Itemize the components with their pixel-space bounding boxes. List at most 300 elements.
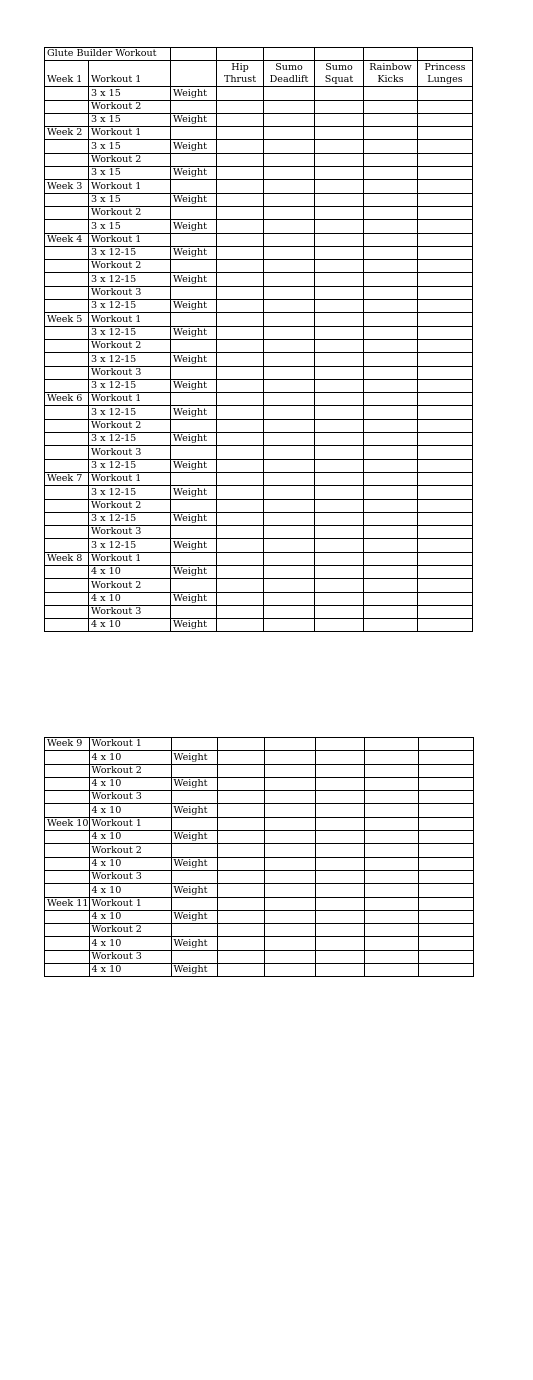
weight-entry-cell[interactable] (364, 565, 418, 578)
entry-cell[interactable] (315, 924, 364, 937)
weight-entry-cell[interactable] (315, 486, 364, 499)
weight-entry-cell[interactable] (315, 113, 364, 126)
weight-entry-cell[interactable] (364, 459, 418, 472)
weight-entry-cell[interactable] (217, 539, 264, 552)
weight-entry-cell[interactable] (418, 433, 473, 446)
weight-entry-cell[interactable] (264, 113, 315, 126)
weight-entry-cell[interactable] (315, 804, 364, 817)
entry-cell[interactable] (217, 764, 264, 777)
weight-entry-cell[interactable] (364, 777, 418, 790)
entry-cell[interactable] (264, 791, 315, 804)
weight-entry-cell[interactable] (364, 910, 418, 923)
entry-cell[interactable] (364, 844, 418, 857)
weight-entry-cell[interactable] (217, 964, 264, 977)
entry-cell[interactable] (364, 605, 418, 618)
entry-cell[interactable] (217, 206, 264, 219)
entry-cell[interactable] (418, 552, 473, 565)
entry-cell[interactable] (315, 366, 364, 379)
weight-entry-cell[interactable] (315, 539, 364, 552)
entry-cell[interactable] (418, 924, 473, 937)
entry-cell[interactable] (217, 127, 264, 140)
entry-cell[interactable] (364, 260, 418, 273)
entry-cell[interactable] (217, 180, 264, 193)
weight-entry-cell[interactable] (364, 884, 418, 897)
weight-entry-cell[interactable] (315, 246, 364, 259)
entry-cell[interactable] (217, 393, 264, 406)
weight-entry-cell[interactable] (315, 87, 364, 100)
entry-cell[interactable] (364, 526, 418, 539)
weight-entry-cell[interactable] (264, 565, 315, 578)
entry-cell[interactable] (418, 313, 473, 326)
weight-entry-cell[interactable] (315, 565, 364, 578)
weight-entry-cell[interactable] (364, 246, 418, 259)
entry-cell[interactable] (217, 791, 264, 804)
weight-entry-cell[interactable] (217, 486, 264, 499)
entry-cell[interactable] (364, 897, 418, 910)
weight-entry-cell[interactable] (315, 777, 364, 790)
weight-entry-cell[interactable] (264, 433, 315, 446)
weight-entry-cell[interactable] (217, 804, 264, 817)
entry-cell[interactable] (264, 366, 315, 379)
entry-cell[interactable] (264, 605, 315, 618)
weight-entry-cell[interactable] (364, 326, 418, 339)
entry-cell[interactable] (364, 924, 418, 937)
weight-entry-cell[interactable] (418, 113, 473, 126)
weight-entry-cell[interactable] (418, 193, 473, 206)
weight-entry-cell[interactable] (315, 140, 364, 153)
weight-entry-cell[interactable] (217, 937, 264, 950)
entry-cell[interactable] (315, 153, 364, 166)
entry-cell[interactable] (264, 339, 315, 352)
weight-entry-cell[interactable] (217, 353, 264, 366)
weight-entry-cell[interactable] (418, 884, 473, 897)
entry-cell[interactable] (315, 339, 364, 352)
weight-entry-cell[interactable] (217, 273, 264, 286)
entry-cell[interactable] (418, 950, 473, 963)
entry-cell[interactable] (315, 419, 364, 432)
weight-entry-cell[interactable] (418, 246, 473, 259)
entry-cell[interactable] (217, 844, 264, 857)
weight-entry-cell[interactable] (217, 246, 264, 259)
entry-cell[interactable] (315, 738, 364, 751)
weight-entry-cell[interactable] (418, 459, 473, 472)
entry-cell[interactable] (315, 233, 364, 246)
entry-cell[interactable] (418, 791, 473, 804)
entry-cell[interactable] (264, 499, 315, 512)
weight-entry-cell[interactable] (264, 751, 315, 764)
entry-cell[interactable] (264, 153, 315, 166)
entry-cell[interactable] (264, 206, 315, 219)
weight-entry-cell[interactable] (217, 459, 264, 472)
entry-cell[interactable] (264, 924, 315, 937)
weight-entry-cell[interactable] (264, 831, 315, 844)
entry-cell[interactable] (418, 206, 473, 219)
entry-cell[interactable] (418, 100, 473, 113)
weight-entry-cell[interactable] (364, 167, 418, 180)
weight-entry-cell[interactable] (418, 512, 473, 525)
entry-cell[interactable] (264, 100, 315, 113)
weight-label: Weight (171, 433, 217, 446)
weight-entry-cell[interactable] (364, 193, 418, 206)
weight-entry-cell[interactable] (315, 406, 364, 419)
weight-entry-cell[interactable] (264, 777, 315, 790)
weight-entry-cell[interactable] (364, 379, 418, 392)
entry-cell[interactable] (217, 579, 264, 592)
entry-cell[interactable] (217, 313, 264, 326)
weight-entry-cell[interactable] (418, 300, 473, 313)
entry-cell[interactable] (217, 446, 264, 459)
weight-entry-cell[interactable] (264, 220, 315, 233)
entry-cell[interactable] (315, 286, 364, 299)
weight-entry-cell[interactable] (315, 964, 364, 977)
weight-entry-cell[interactable] (264, 857, 315, 870)
weight-entry-cell[interactable] (264, 459, 315, 472)
weight-entry-cell[interactable] (315, 751, 364, 764)
entry-cell[interactable] (217, 472, 264, 485)
weight-entry-cell[interactable] (264, 326, 315, 339)
entry-cell[interactable] (364, 393, 418, 406)
weight-entry-cell[interactable] (418, 777, 473, 790)
entry-cell[interactable] (315, 844, 364, 857)
weight-entry-cell[interactable] (264, 619, 315, 632)
weight-entry-cell[interactable] (264, 512, 315, 525)
entry-cell[interactable] (364, 446, 418, 459)
entry-cell[interactable] (217, 605, 264, 618)
entry-cell[interactable] (315, 605, 364, 618)
weight-entry-cell[interactable] (217, 113, 264, 126)
weight-entry-cell[interactable] (315, 326, 364, 339)
entry-cell[interactable] (315, 791, 364, 804)
entry-cell[interactable] (315, 579, 364, 592)
weight-entry-cell[interactable] (264, 910, 315, 923)
weight-entry-cell[interactable] (418, 751, 473, 764)
weight-entry-cell[interactable] (264, 167, 315, 180)
entry-cell[interactable] (364, 738, 418, 751)
weight-entry-cell[interactable] (264, 964, 315, 977)
entry-cell[interactable] (315, 499, 364, 512)
weight-entry-cell[interactable] (315, 910, 364, 923)
entry-cell[interactable] (364, 206, 418, 219)
entry-cell[interactable] (217, 286, 264, 299)
weight-entry-cell[interactable] (364, 87, 418, 100)
entry-cell[interactable] (418, 472, 473, 485)
empty-cell (264, 48, 315, 61)
weight-entry-cell[interactable] (315, 619, 364, 632)
entry-cell[interactable] (217, 366, 264, 379)
weight-entry-cell[interactable] (418, 539, 473, 552)
entry-cell[interactable] (264, 419, 315, 432)
entry-cell[interactable] (418, 153, 473, 166)
entry-cell[interactable] (364, 180, 418, 193)
weight-entry-cell[interactable] (264, 539, 315, 552)
weight-entry-cell[interactable] (217, 87, 264, 100)
weight-entry-cell[interactable] (418, 353, 473, 366)
entry-cell[interactable] (315, 127, 364, 140)
weight-entry-cell[interactable] (264, 193, 315, 206)
weight-entry-cell[interactable] (364, 937, 418, 950)
entry-cell[interactable] (315, 100, 364, 113)
entry-cell[interactable] (315, 393, 364, 406)
weight-entry-cell[interactable] (217, 167, 264, 180)
weight-entry-cell[interactable] (217, 140, 264, 153)
weight-entry-cell[interactable] (315, 300, 364, 313)
weight-entry-cell[interactable] (264, 592, 315, 605)
weight-entry-cell[interactable] (264, 273, 315, 286)
weight-entry-cell[interactable] (217, 512, 264, 525)
weight-entry-cell[interactable] (217, 619, 264, 632)
entry-cell[interactable] (315, 897, 364, 910)
weight-entry-cell[interactable] (364, 220, 418, 233)
weight-entry-cell[interactable] (217, 565, 264, 578)
weight-entry-cell[interactable] (217, 910, 264, 923)
weight-entry-cell[interactable] (315, 167, 364, 180)
weight-entry-cell[interactable] (315, 459, 364, 472)
weight-entry-cell[interactable] (364, 857, 418, 870)
entry-cell[interactable] (364, 153, 418, 166)
weight-entry-cell[interactable] (315, 937, 364, 950)
weight-entry-cell[interactable] (364, 113, 418, 126)
entry-cell[interactable] (315, 552, 364, 565)
entry-cell[interactable] (315, 526, 364, 539)
entry-cell[interactable] (315, 260, 364, 273)
entry-cell[interactable] (418, 526, 473, 539)
weight-entry-cell[interactable] (418, 379, 473, 392)
weight-entry-cell[interactable] (264, 300, 315, 313)
entry-cell[interactable] (217, 924, 264, 937)
entry-cell[interactable] (264, 844, 315, 857)
weight-entry-cell[interactable] (217, 433, 264, 446)
weight-entry-cell[interactable] (264, 406, 315, 419)
entry-cell[interactable] (364, 499, 418, 512)
entry-cell[interactable] (264, 817, 315, 830)
entry-cell[interactable] (418, 817, 473, 830)
entry-cell[interactable] (418, 897, 473, 910)
entry-cell[interactable] (315, 870, 364, 883)
entry-cell[interactable] (264, 233, 315, 246)
weight-entry-cell[interactable] (264, 884, 315, 897)
weight-entry-cell[interactable] (418, 592, 473, 605)
weight-entry-cell[interactable] (315, 592, 364, 605)
weight-entry-cell[interactable] (418, 87, 473, 100)
weight-entry-cell[interactable] (418, 406, 473, 419)
weight-entry-cell[interactable] (264, 379, 315, 392)
weight-entry-cell[interactable] (315, 193, 364, 206)
weight-entry-cell[interactable] (217, 831, 264, 844)
entry-cell[interactable] (418, 605, 473, 618)
entry-cell[interactable] (315, 950, 364, 963)
weight-entry-cell[interactable] (364, 619, 418, 632)
weight-entry-cell[interactable] (315, 273, 364, 286)
weight-entry-cell[interactable] (264, 937, 315, 950)
weight-entry-cell[interactable] (217, 592, 264, 605)
entry-cell[interactable] (364, 127, 418, 140)
entry-cell[interactable] (217, 419, 264, 432)
weight-entry-cell[interactable] (364, 353, 418, 366)
entry-cell[interactable] (418, 419, 473, 432)
entry-cell[interactable] (364, 100, 418, 113)
entry-cell[interactable] (364, 339, 418, 352)
entry-cell[interactable] (217, 153, 264, 166)
entry-cell[interactable] (217, 552, 264, 565)
weight-entry-cell[interactable] (418, 964, 473, 977)
entry-cell[interactable] (264, 526, 315, 539)
entry-cell[interactable] (418, 286, 473, 299)
weight-entry-cell[interactable] (264, 246, 315, 259)
entry-cell[interactable] (418, 366, 473, 379)
weight-entry-cell[interactable] (315, 884, 364, 897)
weight-entry-cell[interactable] (315, 512, 364, 525)
entry-cell[interactable] (315, 446, 364, 459)
weight-entry-cell[interactable] (264, 87, 315, 100)
entry-cell[interactable] (217, 499, 264, 512)
entry-cell[interactable] (315, 313, 364, 326)
entry-cell[interactable] (364, 764, 418, 777)
weight-entry-cell[interactable] (418, 486, 473, 499)
entry-cell[interactable] (264, 579, 315, 592)
weight-entry-cell[interactable] (418, 167, 473, 180)
weight-entry-cell[interactable] (364, 751, 418, 764)
entry-cell[interactable] (418, 233, 473, 246)
entry-cell[interactable] (315, 206, 364, 219)
entry-cell[interactable] (217, 526, 264, 539)
entry-cell[interactable] (418, 260, 473, 273)
entry-cell[interactable] (217, 897, 264, 910)
entry-cell[interactable] (217, 738, 264, 751)
entry-cell[interactable] (418, 446, 473, 459)
weight-entry-cell[interactable] (364, 592, 418, 605)
weight-entry-cell[interactable] (315, 831, 364, 844)
weight-entry-cell[interactable] (264, 140, 315, 153)
weight-entry-cell[interactable] (418, 619, 473, 632)
entry-cell[interactable] (364, 950, 418, 963)
entry-cell[interactable] (264, 738, 315, 751)
entry-cell[interactable] (217, 260, 264, 273)
weight-entry-cell[interactable] (315, 220, 364, 233)
entry-cell[interactable] (364, 419, 418, 432)
entry-cell[interactable] (418, 499, 473, 512)
entry-cell[interactable] (364, 870, 418, 883)
weight-entry-cell[interactable] (217, 300, 264, 313)
entry-cell[interactable] (364, 579, 418, 592)
weight-entry-cell[interactable] (217, 751, 264, 764)
weight-entry-cell[interactable] (418, 565, 473, 578)
weight-entry-cell[interactable] (418, 140, 473, 153)
entry-cell[interactable] (264, 552, 315, 565)
entry-cell[interactable] (315, 472, 364, 485)
weight-entry-cell[interactable] (364, 406, 418, 419)
entry-cell[interactable] (264, 180, 315, 193)
weight-entry-cell[interactable] (315, 353, 364, 366)
entry-cell[interactable] (217, 870, 264, 883)
weight-entry-cell[interactable] (418, 910, 473, 923)
entry-cell[interactable] (217, 100, 264, 113)
weight-entry-cell[interactable] (364, 273, 418, 286)
weight-entry-cell[interactable] (217, 884, 264, 897)
entry-cell[interactable] (364, 817, 418, 830)
entry-cell[interactable] (364, 313, 418, 326)
entry-cell[interactable] (217, 817, 264, 830)
entry-cell[interactable] (418, 870, 473, 883)
weight-entry-cell[interactable] (418, 220, 473, 233)
entry-cell[interactable] (264, 127, 315, 140)
weight-entry-cell[interactable] (418, 804, 473, 817)
entry-cell[interactable] (418, 339, 473, 352)
weight-entry-cell[interactable] (217, 379, 264, 392)
entry-cell[interactable] (418, 844, 473, 857)
weight-entry-cell[interactable] (418, 273, 473, 286)
entry-cell[interactable] (364, 791, 418, 804)
entry-cell[interactable] (364, 233, 418, 246)
weight-entry-cell[interactable] (217, 193, 264, 206)
weight-entry-cell[interactable] (364, 512, 418, 525)
weight-entry-cell[interactable] (217, 857, 264, 870)
weight-entry-cell[interactable] (315, 433, 364, 446)
weight-entry-cell[interactable] (364, 300, 418, 313)
entry-cell[interactable] (264, 764, 315, 777)
weight-entry-cell[interactable] (217, 406, 264, 419)
entry-cell[interactable] (418, 180, 473, 193)
entry-cell[interactable] (264, 446, 315, 459)
entry-cell[interactable] (264, 286, 315, 299)
entry-cell[interactable] (264, 260, 315, 273)
entry-cell[interactable] (315, 817, 364, 830)
entry-cell[interactable] (217, 233, 264, 246)
entry-cell[interactable] (264, 313, 315, 326)
entry-cell[interactable] (364, 286, 418, 299)
workout-table-page-2 (44, 737, 474, 977)
weight-entry-cell[interactable] (364, 539, 418, 552)
entry-cell[interactable] (418, 579, 473, 592)
entry-cell[interactable] (315, 764, 364, 777)
weight-entry-cell[interactable] (264, 486, 315, 499)
weight-entry-cell[interactable] (364, 486, 418, 499)
weight-entry-cell[interactable] (364, 831, 418, 844)
entry-cell[interactable] (264, 950, 315, 963)
sets-reps: 3 x 12-15 (89, 512, 171, 525)
weight-entry-cell[interactable] (264, 353, 315, 366)
entry-cell[interactable] (217, 339, 264, 352)
weight-entry-cell[interactable] (217, 220, 264, 233)
weight-entry-cell[interactable] (315, 857, 364, 870)
entry-cell[interactable] (418, 393, 473, 406)
weight-entry-cell[interactable] (217, 326, 264, 339)
entry-cell[interactable] (364, 366, 418, 379)
weight-entry-cell[interactable] (418, 326, 473, 339)
weight-entry-cell[interactable] (418, 831, 473, 844)
entry-cell[interactable] (364, 552, 418, 565)
entry-cell[interactable] (418, 738, 473, 751)
entry-cell[interactable] (364, 472, 418, 485)
weight-entry-cell[interactable] (364, 964, 418, 977)
entry-cell[interactable] (418, 127, 473, 140)
weight-entry-cell[interactable] (418, 937, 473, 950)
entry-cell[interactable] (264, 870, 315, 883)
weight-entry-cell[interactable] (315, 379, 364, 392)
entry-cell[interactable] (418, 764, 473, 777)
weight-entry-cell[interactable] (418, 857, 473, 870)
entry-cell[interactable] (217, 950, 264, 963)
entry-cell[interactable] (264, 472, 315, 485)
weight-entry-cell[interactable] (364, 140, 418, 153)
weight-entry-cell[interactable] (364, 433, 418, 446)
entry-cell[interactable] (264, 897, 315, 910)
entry-cell[interactable] (264, 393, 315, 406)
sets-reps: 4 x 10 (89, 884, 171, 897)
weight-entry-cell[interactable] (217, 777, 264, 790)
weight-entry-cell[interactable] (264, 804, 315, 817)
weight-entry-cell[interactable] (364, 804, 418, 817)
entry-cell[interactable] (315, 180, 364, 193)
